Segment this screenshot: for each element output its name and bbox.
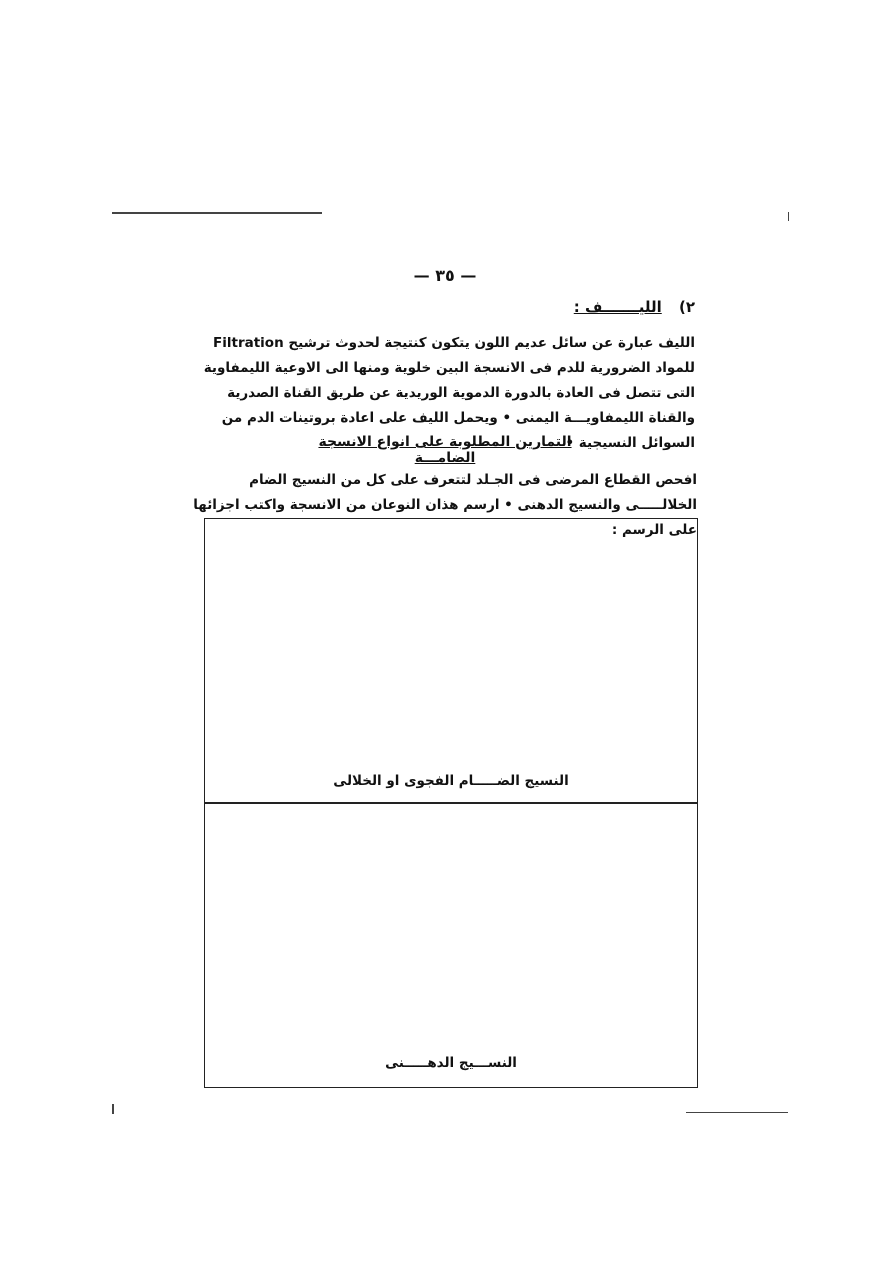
bottom-rule (686, 1112, 788, 1113)
section-heading (420, 298, 695, 316)
exercise-title: التمارين المطلوبة على انواع الانسجة الضامـــة (318, 434, 572, 466)
drawing-area-adipose[interactable] (205, 809, 697, 1049)
section-title: الليـــــــف : (573, 298, 662, 316)
section-number: ٢) (678, 298, 695, 316)
drawing-box (204, 518, 698, 1088)
lymph-paragraph: الليف عبارة عن سائل عديم اللون يتكون كنتيجة لحدوث ترشيح Filtration للمواد الضرورية للدم فى الانسجة البين خلوية ومنها الى الاوعية الليمفاوية التى تتصل فى العادة بالدورة الدموية الوريدية عن طريق القناة الصدرية والقناة الليمفاويـــة اليمنى • ويحمل الليف على اعادة بروتينات الدم من السوائل النسيجية • (203, 335, 695, 451)
caption-adipose-tissue: النســـيج الدهـــــنى (385, 1055, 517, 1071)
corner-mark (112, 1104, 114, 1114)
corner-mark (788, 212, 789, 221)
drawing-area-areolar[interactable] (205, 519, 697, 769)
box-divider (205, 802, 697, 804)
caption-areolar-tissue: النسيج الضـــــام الفجوى او الخلالى (333, 773, 569, 789)
exercise-instructions: افحص القطاع المرضى فى الجـلد لتتعرف على كل من النسيج الضام الخلالـــــى والنسيج الدهنى • ارسم هذان النوعان من الانسجة واكتب اجزائها على الرسم : (193, 472, 697, 538)
page-number: — ٣٥ — (413, 266, 477, 285)
top-rule (112, 212, 322, 214)
